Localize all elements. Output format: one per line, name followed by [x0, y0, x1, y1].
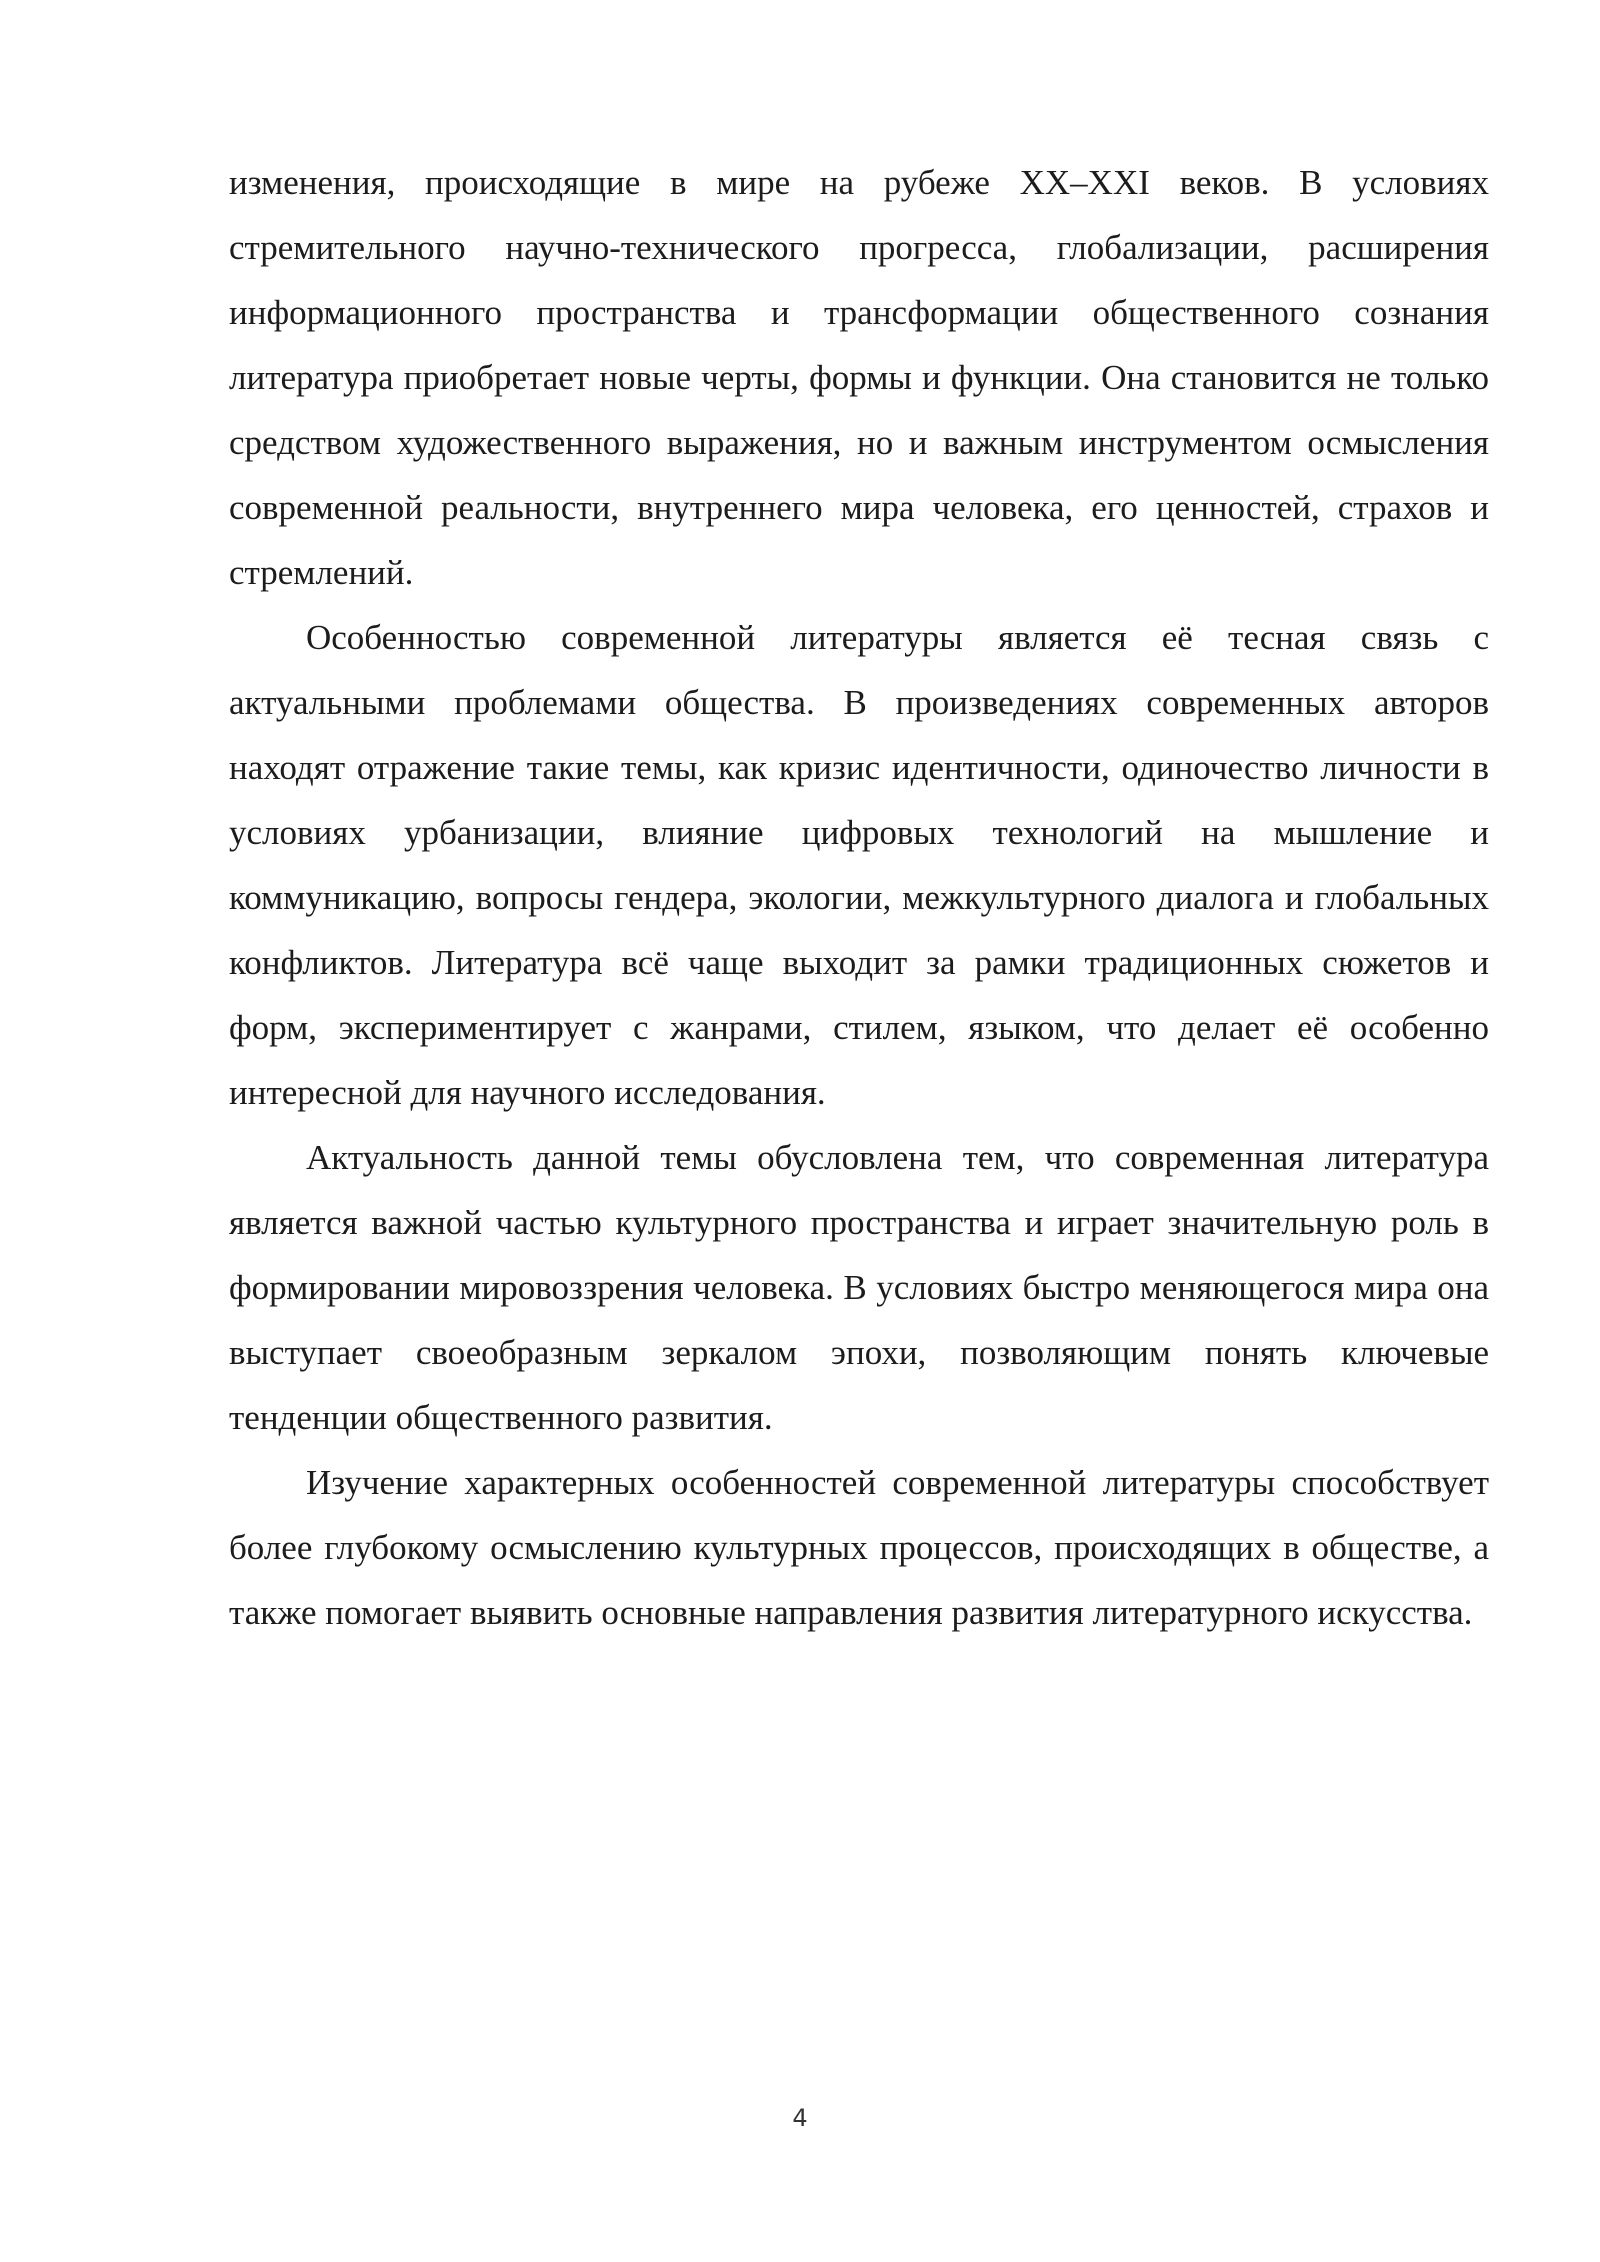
body-text [229, 150, 1489, 1645]
page-number: 4 [792, 2104, 808, 2132]
paragraph-4: Изучение характерных особенностей современной литературы способствует более глубокому осмыслению культурных процессов, происходящих в обществе, а также помогает выявить основные направления развития литературного искусства. [229, 1463, 1489, 1632]
paragraph-2: Особенностью современной литературы является её тесная связь с актуальными проблемами общества. В произведениях современных авторов находят отражение такие темы, как кризис идентичности, одиночество личности в условиях урбанизации, влияние цифровых технологий на мышление и коммуникацию, вопросы гендера, экологии, межкультурного диалога и глобальных конфликтов. Литература всё чаще выходит за рамки традиционных сюжетов и форм, экспериментирует с жанрами, стилем, языком, что делает её особенно интересной для научного исследования. [229, 618, 1489, 1112]
paragraph-3: Актуальность данной темы обусловлена тем, что современная литература является важной частью культурного пространства и играет значительную роль в формировании мировоззрения человека. В условиях быстро меняющегося мира она выступает своеобразным зеркалом эпохи, позволяющим понять ключевые тенденции общественного развития. [229, 1138, 1489, 1437]
paragraph-continued: изменения, происходящие в мире на рубеже XX–XXI веков. В условиях стремительного научно-технического прогресса, глобализации, расширения информационного пространства и трансформации общественного сознания литература приобретает новые черты, формы и функции. Она становится не только средством художественного выражения, но и важным инструментом осмысления современной реальности, внутреннего мира человека, его ценностей, страхов и стремлений. [229, 163, 1489, 592]
